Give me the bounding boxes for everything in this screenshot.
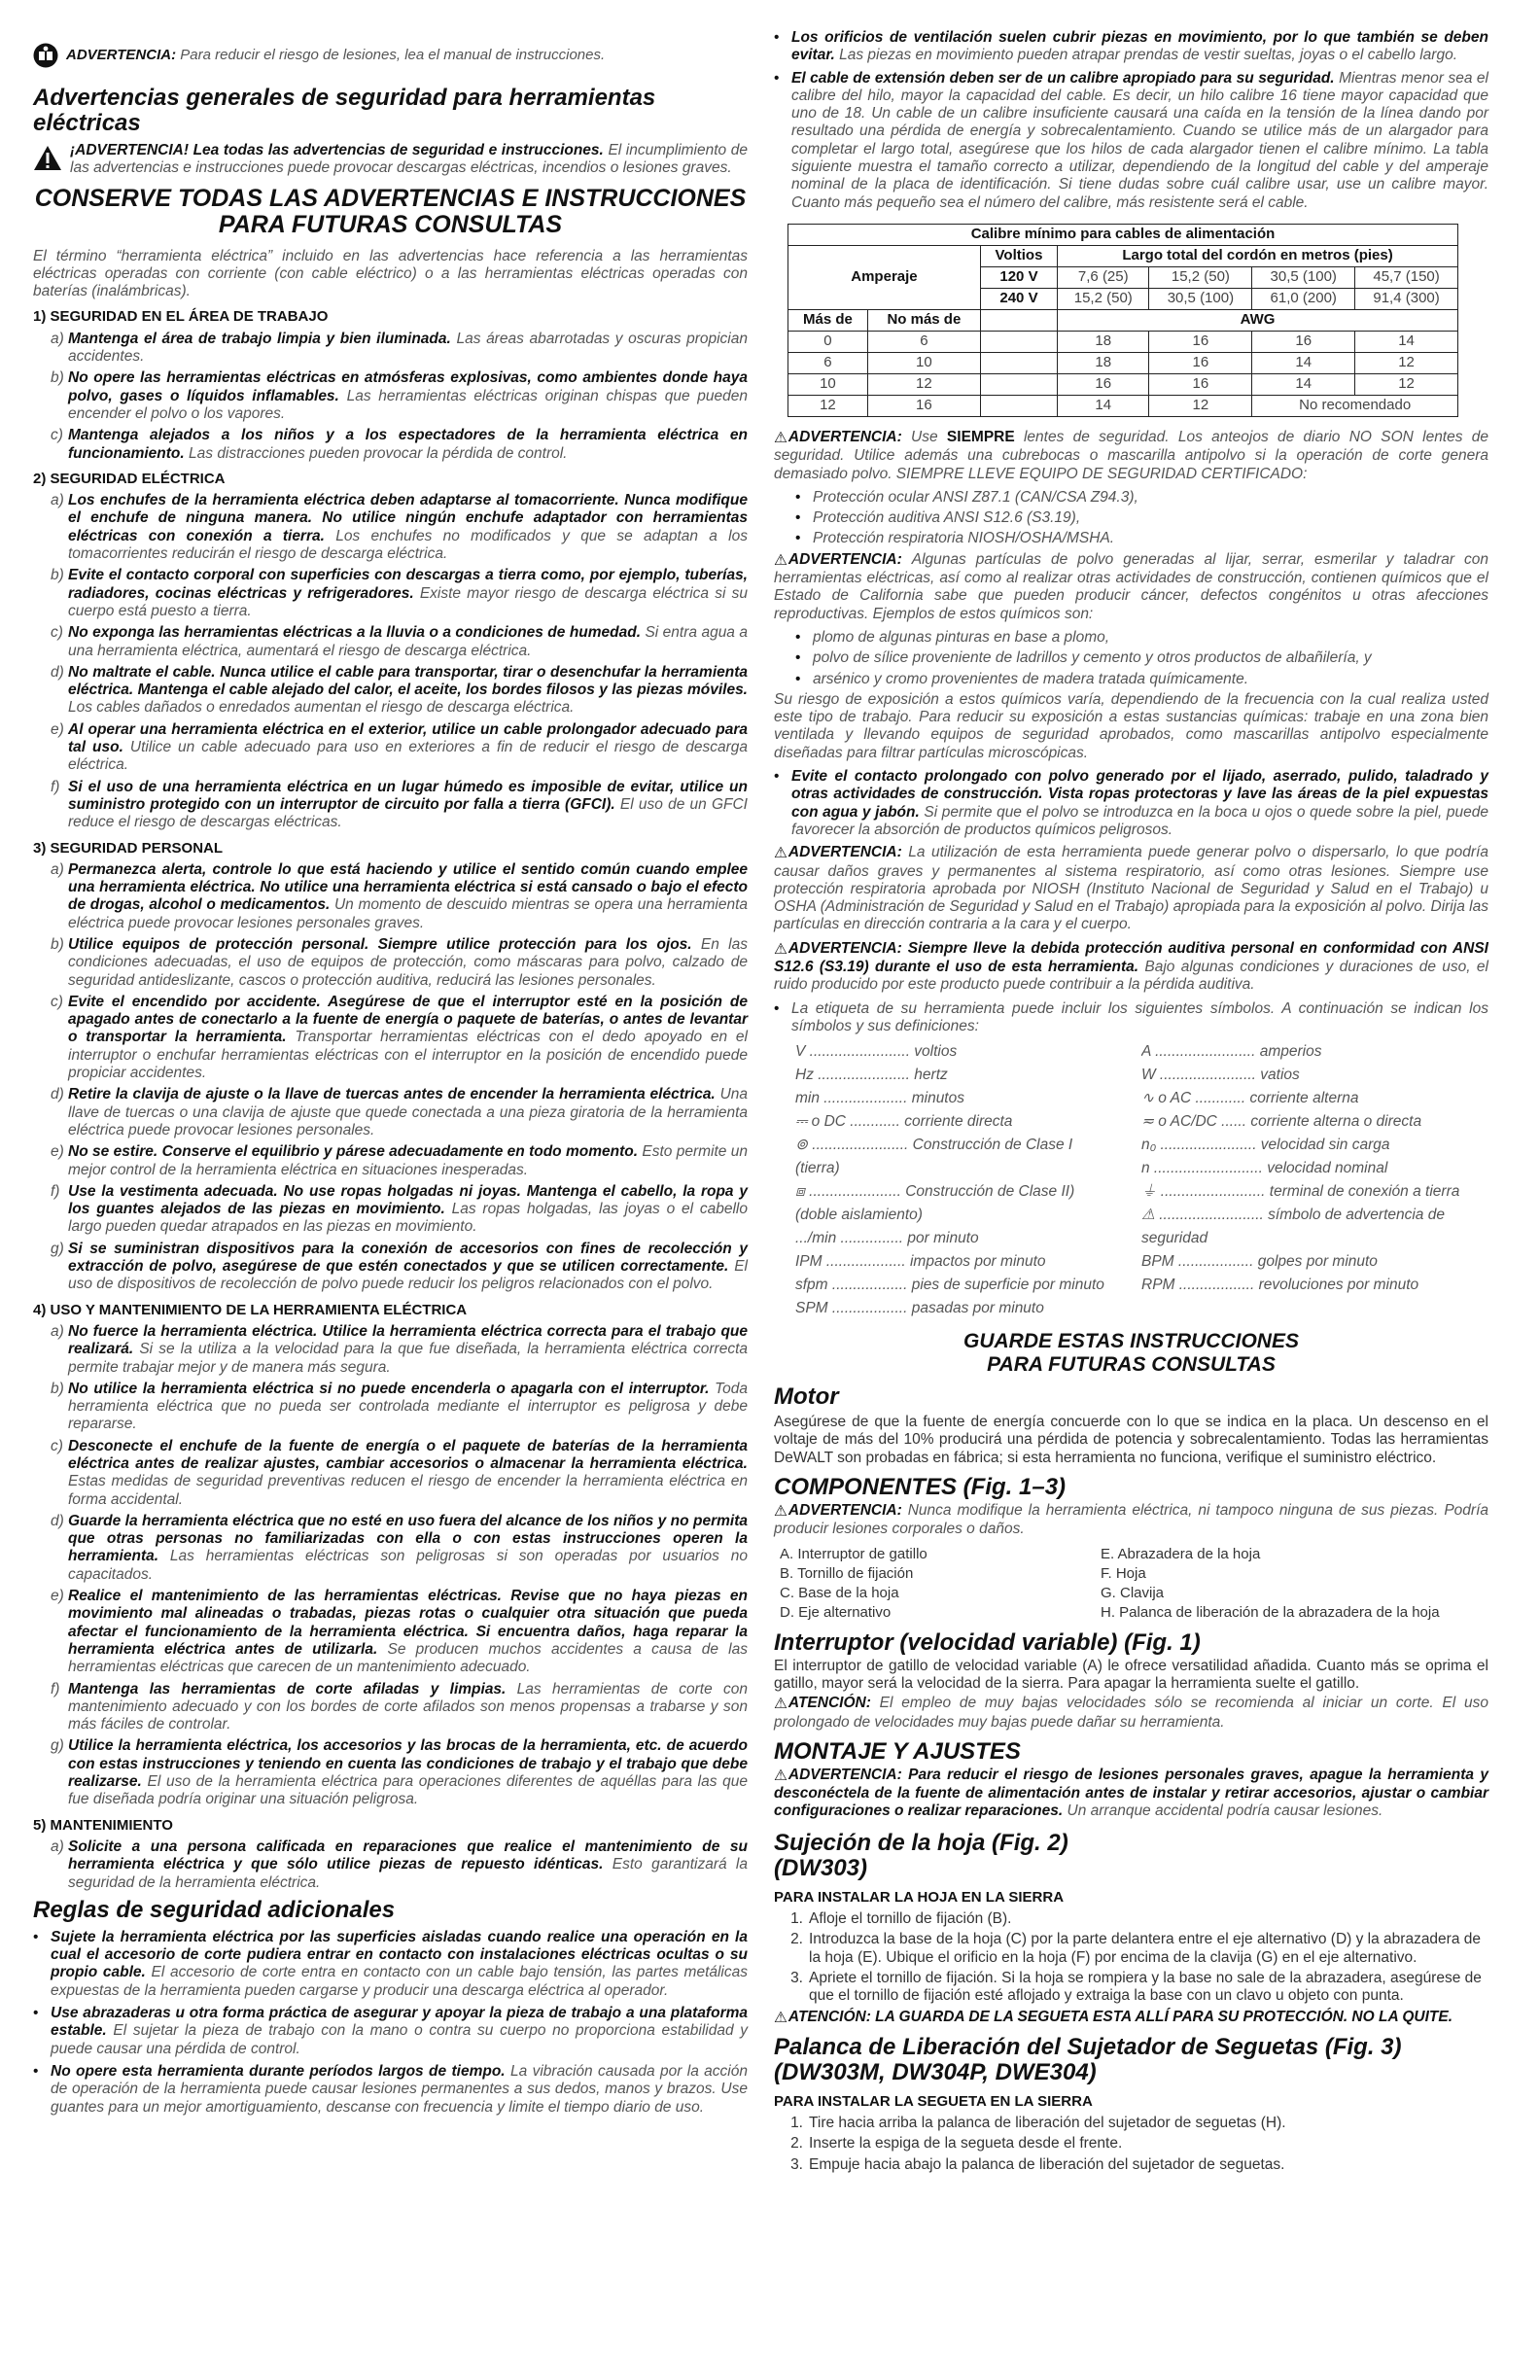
list-item bbox=[33, 1241, 748, 1294]
release-lever-title: Palanca de Liberación del Sujetador de Seguetas (Fig. 3) (DW303M, DW304P, DWE304) bbox=[774, 2033, 1402, 2085]
item-letter: e) bbox=[51, 1588, 64, 1605]
symbol-entry: n .......................... velocidad nominal bbox=[1141, 1160, 1388, 1177]
volts-header: Voltios bbox=[980, 245, 1057, 266]
list-item bbox=[33, 994, 748, 1082]
item-bold: Utilice equipos de protección personal. Siempre utilice protección para los ojos. bbox=[68, 935, 692, 953]
item-bold: No opere las herramientas eléctricas en atmósferas explosivas, como ambientes donde haya polvo, gases o líquidos inflamables. bbox=[68, 369, 748, 404]
component-item: D. Eje alternativo bbox=[780, 1603, 892, 1621]
length-header: Largo total del cordón en metros (pies) bbox=[1058, 245, 1458, 266]
exposure-paragraph: Su riesgo de exposición a estos químicos varía, dependiendo de la frecuencia con la cual realiza usted este tipo de trabajo. Para reducir su exposición a estas sustancias químicas: trabaje en una zona bien ventilada y llevando equipos de seguridad aprobados, como mascarillas antipolvo especialmente diseñadas para filtrar partículas microscópicas. bbox=[774, 690, 1488, 761]
list-item bbox=[33, 779, 748, 832]
left-column bbox=[33, 43, 748, 2121]
item-text: El uso de dispositivos de recolección de polvo puede reducir los peligros relacionados con el polvo. bbox=[68, 1258, 748, 1293]
blade-clamp-subhead: PARA INSTALAR LA HOJA EN LA SIERRA bbox=[774, 1888, 1065, 1906]
list-item bbox=[33, 1381, 748, 1434]
item-bold: Realice el mantenimiento de las herramientas eléctricas. Revise que no haya piezas en movimiento mal alineadas o trabadas, piezas rotas o cualquier otra situación que pueda afectar el funcionamiento de la herramienta eléctrica. Si encuentra daños, haga reparar la herramienta eléctrica antes de utilizarla. bbox=[68, 1588, 748, 1658]
item-letter: g) bbox=[51, 1737, 64, 1755]
assembly-title: MONTAJE Y AJUSTES bbox=[774, 1737, 1021, 1765]
section-heading: 5) MANTENIMIENTO bbox=[33, 1816, 173, 1834]
item-text: Las ropas holgadas, las joyas o el cabello largo pueden quedar atrapados en las piezas en movimiento. bbox=[68, 1201, 748, 1236]
conserve-title: CONSERVE TODAS LAS ADVERTENCIAS E INSTRUCCIONES PARA FUTURAS CONSULTAS bbox=[34, 184, 747, 238]
step-item: 3. Empuje hacia abajo la palanca de liberación del sujetador de seguetas. bbox=[790, 2155, 1285, 2173]
term-paragraph: El término “herramienta eléctrica” incluido en las advertencias hace referencia a las herramientas eléctricas operadas con corriente (con cable eléctrico) o a las herramientas eléctricas operadas con baterías (inalámbricas). bbox=[33, 247, 748, 300]
switch-text: El interruptor de gatillo de velocidad variable (A) le ofrece versatilidad añadida. Cuanto más se oprima el gatillo, mayor será la velocidad de la sierra. Para apagar la herramienta suelte el gatillo. bbox=[774, 1657, 1488, 1692]
item-bold: Utilice la herramienta eléctrica, los accesorios y las brocas de la herramienta, etc. de acuerdo con estas instrucciones y teniendo en cuenta las condiciones de trabajo y el trabajo que debe realizarse. bbox=[68, 1737, 748, 1791]
list-item bbox=[33, 861, 748, 932]
component-item: H. Palanca de liberación de la abrazadera de la hoja bbox=[1101, 1603, 1440, 1621]
symbol-entry: SPM .................. pasadas por minuto bbox=[795, 1300, 1044, 1317]
item-bold: No fuerce la herramienta eléctrica. Utilice la herramienta eléctrica correcta para el trabajo que realizará. bbox=[68, 1322, 748, 1358]
list-item: • plomo de algunas pinturas en base a plomo, bbox=[795, 628, 1110, 646]
general-title: Advertencias generales de seguridad para herramientas eléctricas bbox=[33, 85, 656, 136]
eye-warning: ⚠ADVERTENCIA: Use SIEMPRE lentes de seguridad. Los anteojos de diario NO SON lentes de seguridad. Utilice además una cubrebocas o mascarilla antipolvo si la operación de corte genera demasiado polvo. SIEMPRE LLEVE EQUIPO DE SEGURIDAD CERTIFICADO: bbox=[774, 428, 1489, 482]
release-lever-subhead: PARA INSTALAR LA SEGUETA EN LA SIERRA bbox=[774, 2092, 1093, 2110]
assembly-warning: ⚠ADVERTENCIA: Para reducir el riesgo de lesiones personales graves, apague la herramienta y desconéctela de la fuente de alimentación antes de instalar y retirar accesorios, ajustar o cambiar configuraciones o realizar reparaciones. Un arranque accidental podría causar lesiones. bbox=[774, 1766, 1488, 1820]
component-item: G. Clavija bbox=[1101, 1584, 1165, 1601]
item-text: Las herramientas eléctricas originan chispas que pueden encender el polvo o los vapores. bbox=[68, 387, 748, 422]
item-text: El uso de un GFCI reduce el riesgo de descargas eléctricas. bbox=[68, 795, 748, 831]
component-item: C. Base de la hoja bbox=[780, 1584, 899, 1601]
list-item: • Protección respiratoria NIOSH/OSHA/MSHA. bbox=[795, 530, 1115, 547]
blade-clamp-steps bbox=[774, 1910, 1488, 2005]
warning-label: ADVERTENCIA: bbox=[66, 46, 177, 63]
safety-sections bbox=[33, 308, 748, 1891]
item-letter: d) bbox=[51, 1512, 64, 1529]
symbol-entry: ⧈ ...................... Construcción de Clase II) bbox=[795, 1183, 1075, 1201]
symbol-entry: n₀ ....................... velocidad sin carga bbox=[1141, 1137, 1390, 1154]
item-text: Si se la utiliza a la velocidad para la que fue diseñada, la herramienta eléctrica correcta permite trabajar mejor y de manera más segura. bbox=[68, 1341, 749, 1376]
list-item bbox=[33, 664, 748, 718]
step-item: 3. Apriete el tornillo de fijación. Si la hoja se rompiera y la base no sale de la abrazadera, asegúrese de que el tornillo de fijación esté aflojado y extraiga la base con un clavo u objeto con punta. bbox=[790, 1969, 1482, 2005]
protection-list bbox=[774, 489, 1488, 548]
symbol-entry: Hz ...................... hertz bbox=[795, 1067, 948, 1084]
item-letter: c) bbox=[51, 1437, 63, 1454]
list-item bbox=[33, 1737, 748, 1808]
item-letter: c) bbox=[51, 993, 63, 1010]
item-letter: e) bbox=[51, 1143, 64, 1161]
table-title: Calibre mínimo para cables de alimentación bbox=[788, 224, 1458, 245]
component-item: B. Tornillo de fijación bbox=[780, 1564, 914, 1582]
symbol-entry: min .................... minutos bbox=[795, 1090, 964, 1107]
list-item bbox=[33, 1183, 748, 1237]
item-letter: e) bbox=[51, 720, 64, 738]
item-text: Toda herramienta eléctrica que no pueda ser controlada mediante el interruptor es peligrosa y debe repararse. bbox=[68, 1380, 748, 1433]
list-item bbox=[33, 1588, 748, 1676]
item-text: En las condiciones adecuadas, el uso de equipos de protección, como máscaras para polvo, calzado de seguridad antideslizante, cascos o protección auditiva, reducirá las lesiones personales. bbox=[68, 935, 748, 989]
item-text: Las herramientas de corte con mantenimiento adecuado y con los bordes de corte afilados son menos propensas a trabarse y son más fáciles de controlar. bbox=[68, 1680, 748, 1733]
list-item: • Protección ocular ANSI Z87.1 (CAN/CSA Z94.3), bbox=[795, 488, 1138, 506]
item-bold: Guarde la herramienta eléctrica que no esté en uso fuera del alcance de los niños y no permita que otras personas no familiarizadas con ella o con estas instrucciones operen la herramienta. bbox=[68, 1512, 748, 1565]
components-warning: ⚠ADVERTENCIA: Nunca modifique la herramienta eléctrica, ni tampoco ninguna de sus piezas. Podría producir lesiones corporales o daños. bbox=[774, 1502, 1488, 1538]
item-bold: No se estire. Conserve el equilibrio y párese adecuadamente en todo momento. bbox=[68, 1143, 639, 1161]
read-manual-warning bbox=[33, 43, 748, 68]
respiratory-warning: ⚠ADVERTENCIA: La utilización de esta herramienta puede generar polvo o dispersarlo, lo que podría causar daños graves y permanentes al sistema respiratorio, así como otras lesiones. Siempre use protección respiratoria aprobada por NIOSH (Instituto Nacional de Seguridad y Salud en el Trabajo) u OSHA (Administración de Seguridad y Salud en el Trabajo) apropiada para la exposición al polvo. Dirija las partículas en dirección contraria a la cara y el cuerpo. bbox=[774, 844, 1488, 933]
item-bold: Si se suministran dispositivos para la conexión de accesorios con fines de recolección y extracción de polvo, asegúrese de que estén conectados y que se utilicen correctamente. bbox=[68, 1240, 748, 1276]
symbol-entry bbox=[1141, 1297, 1462, 1320]
item-text: Los enchufes no modificados y que se adaptan a los tomacorrientes reducirán el riesgo de descarga eléctrica. bbox=[68, 527, 748, 563]
hearing-warning: ⚠ADVERTENCIA: Siempre lleve la debida protección auditiva personal en conformidad con ANSI S12.6 (S3.19) durante el uso de esta herramienta. Bajo algunas condiciones y duraciones de uso, el ruido producido por este producto puede contribuir a la pérdida auditiva. bbox=[774, 939, 1488, 994]
blade-clamp-title: Sujeción de la hoja (Fig. 2) (DW303) bbox=[774, 1829, 1068, 1881]
component-item: A. Interruptor de gatillo bbox=[780, 1545, 928, 1562]
item-bold: Los enchufes de la herramienta eléctrica deben adaptarse al tomacorriente. Nunca modifique el enchufe de ninguna manera. No utilice ningún enchufe adaptador con herramientas eléctricas con conexión a tierra. bbox=[68, 492, 748, 544]
item-letter: b) bbox=[51, 369, 64, 387]
table-row: 12 16 14 12 No recomendado bbox=[788, 395, 1458, 416]
symbol-entry: ∿ o AC ............ corriente alterna bbox=[1141, 1090, 1359, 1107]
item-bold: Evite el encendido por accidente. Asegúrese de que el interruptor esté en la posición de apagado antes de conectarlo a la fuente de energía o paquete de baterías, o antes de levantar o transportar la herramienta. bbox=[68, 993, 748, 1046]
symbol-entry: ≂ o AC/DC ...... corriente alterna o directa bbox=[1141, 1113, 1422, 1131]
list-item bbox=[33, 1438, 748, 1509]
list-item: • Use abrazaderas u otra forma práctica de asegurar y apoyar la pieza de trabajo a una plataforma estable. El sujetar la pieza de trabajo con la mano o contra su cuerpo no proporciona estabilidad y puede causar una pérdida de control. bbox=[33, 2005, 748, 2057]
symbols-intro: • La etiqueta de su herramienta puede incluir los siguientes símbolos. A continuación se indican los símbolos y sus definiciones: bbox=[774, 999, 1488, 1034]
list-item bbox=[33, 1838, 748, 1892]
item-letter: a) bbox=[51, 1838, 64, 1855]
symbol-entry: V ........................ voltios bbox=[795, 1043, 958, 1061]
section-heading: 1) SEGURIDAD EN EL ÁREA DE TRABAJO bbox=[33, 308, 329, 326]
item-letter: b) bbox=[51, 935, 64, 953]
item-letter: a) bbox=[51, 1322, 64, 1340]
symbol-entry: ⎓ o DC ............ corriente directa bbox=[795, 1113, 1013, 1131]
components-title: COMPONENTES (Fig. 1–3) bbox=[774, 1474, 1067, 1501]
item-text: Se producen muchos accidentes a causa de las herramientas eléctricas que carecen de un mantenimiento adecuado. bbox=[68, 1640, 748, 1676]
right-column bbox=[774, 29, 1488, 2177]
step-item: 1. Tire hacia arriba la palanca de liberación del sujetador de seguetas (H). bbox=[790, 2115, 1286, 2132]
list-item bbox=[33, 369, 748, 423]
item-text: Una llave de tuercas o una clavija de ajuste que quede conectada a una pieza giratoria de la herramienta eléctrica puede provocar lesiones personales. bbox=[68, 1086, 748, 1138]
item-letter: d) bbox=[51, 663, 64, 681]
item-bold: Desconecte el enchufe de la fuente de energía o el paquete de baterías de la herramienta eléctrica antes de realizar ajustes, cambiar accesorios o almacenar la herramienta eléctrica. bbox=[68, 1437, 748, 1472]
switch-caution: ⚠ATENCIÓN: El empleo de muy bajas velocidades sólo se recomienda al iniciar un corte. El uso prolongado de velocidades muy bajas puede dañar su herramienta. bbox=[774, 1695, 1488, 1731]
list-item bbox=[33, 331, 748, 367]
read-manual-icon bbox=[33, 43, 58, 68]
list-item bbox=[33, 1086, 748, 1139]
list-item bbox=[33, 567, 748, 620]
amperage-header: Amperaje bbox=[788, 245, 981, 309]
list-item: • Los orificios de ventilación suelen cubrir piezas en movimiento, por lo que también se deben evitar. Las piezas en movimiento pueden atrapar prendas de vestir sueltas, joyas o el cabello largo. bbox=[774, 29, 1488, 64]
symbol-entry: (tierra) bbox=[795, 1160, 840, 1177]
list-item bbox=[33, 624, 748, 660]
symbol-entry: A ........................ amperios bbox=[1141, 1043, 1322, 1061]
cord-gauge-table: Calibre mínimo para cables de alimentación Amperaje Voltios Largo total del cordón en metros (pies) 120 V 7,6 (25) 15,2 (50) 30,5 (100) 45,7 (150) 240 V 15,2 (50) 30,5 (100) 61,0 (200) 91,4 (300) Más de No más de AWG 0 6 18 16 16 14 6 10 18 16 14 12 10 12 16 16 14 12 12 16 14 12 No recomendado bbox=[788, 224, 1458, 417]
motor-text: Asegúrese de que la fuente de energía concuerde con lo que se indica en la placa. Un descenso en el voltaje de más del 10% producirá una pérdida de potencia y sobrecalentamiento. Todas las herramientas DeWALT son probadas en fábrica; si esta herramienta no funciona, verifique el suministro eléctrico. bbox=[774, 1414, 1488, 1466]
item-bold: Retire la clavija de ajuste o la llave de tuercas antes de encender la herramienta eléctrica. bbox=[68, 1086, 716, 1103]
list-item: • Protección auditiva ANSI S12.6 (S3.19), bbox=[795, 509, 1081, 527]
item-text: Las herramientas eléctricas son peligrosas si son operadas por usuarios no capacitados. bbox=[68, 1548, 748, 1583]
warning-text: Para reducir el riesgo de lesiones, lea el manual de instrucciones. bbox=[180, 46, 606, 63]
step-item: 2. Introduzca la base de la hoja (C) por la parte delantera entre el eje alternativo (D) y la abrazadera de la hoja (E). Ubique el orificio en la hoja (F) por encima de la clavija (G) en el eje alternativo. bbox=[790, 1931, 1482, 1966]
list-item bbox=[33, 1513, 748, 1584]
symbol-entry: ⚠ ......................... símbolo de advertencia de bbox=[1141, 1207, 1445, 1224]
step-item: 2. Inserte la espiga de la segueta desde el frente. bbox=[790, 2135, 1123, 2152]
additional-title: Reglas de seguridad adicionales bbox=[33, 1896, 396, 1923]
dust-warning: ⚠ADVERTENCIA: Algunas partículas de polvo generadas al lijar, serrar, esmerilar y taladrar con herramientas eléctricas, así como al realizar otras actividades de construcción, contienen químicos que el Estado de California sabe que pueden producir cáncer, defectos congénitos u otras afecciones reproductivas. Ejemplos de estos químicos son: bbox=[774, 550, 1488, 622]
list-item bbox=[33, 721, 748, 775]
item-bold: Permanezca alerta, controle lo que está haciendo y utilice el sentido común cuando emplee una herramienta eléctrica. No utilice una herramienta eléctrica si está cansado o bajo el efecto de drogas, alcohol o medicamentos. bbox=[68, 860, 748, 914]
item-bold: Mantenga el área de trabajo limpia y bien iluminada. bbox=[68, 330, 451, 347]
item-bold: Use la vestimenta adecuada. No use ropas holgadas ni joyas. Mantenga el cabello, la ropa y los guantes alejados de las piezas en movimiento. bbox=[68, 1182, 748, 1218]
symbol-entry: .../min ............... por minuto bbox=[795, 1230, 979, 1247]
list-item: • No opere esta herramienta durante períodos largos de tiempo. La vibración causada por la acción de operación de la herramienta puede causar lesiones permanentes a sus dedos, manos y brazos. Use guantes para un mejor amortiguamiento, descanse con frecuencia y limite el tiempo diario de uso. bbox=[33, 2062, 748, 2116]
item-letter: c) bbox=[51, 427, 63, 444]
component-item: E. Abrazadera de la hoja bbox=[1101, 1545, 1261, 1562]
item-text: Las áreas abarrotadas y oscuras propician accidentes. bbox=[68, 330, 748, 366]
item-letter: a) bbox=[51, 492, 64, 509]
list-item: • Sujete la herramienta eléctrica por las superficies aisladas cuando realice una operación en la cual el accesorio de corte pudiera entrar en contacto con instalaciones eléctricas ocultas o su propio cable. El accesorio de corte entra en contacto con un cable bajo tensión, las partes metálicas expuestas de la herramienta pueden cargarse y producir una descarga eléctrica al operador. bbox=[33, 1928, 748, 1999]
item-letter: b) bbox=[51, 1380, 64, 1397]
list-item: • arsénico y cromo provenientes de madera tratada químicamente. bbox=[795, 670, 1249, 687]
item-bold: Mantenga las herramientas de corte afiladas y limpias. bbox=[68, 1680, 507, 1698]
item-text: Las distracciones pueden provocar la pérdida de control. bbox=[189, 444, 568, 462]
symbol-entry: (doble aislamiento) bbox=[795, 1207, 923, 1224]
warning-triangle-icon bbox=[33, 145, 62, 171]
symbol-entry: W ....................... vatios bbox=[1141, 1067, 1300, 1084]
item-text: Esto permite un mejor control de la herramienta eléctrica en situaciones inesperadas. bbox=[68, 1143, 748, 1178]
step-item: 1. Afloje el tornillo de fijación (B). bbox=[790, 1910, 1012, 1928]
item-bold: Evite el contacto corporal con superficies con descargas a tierra como, por ejemplo, tuberías, radiadores, cocinas eléctricas y refrigeradores. bbox=[68, 567, 748, 602]
list-item bbox=[33, 1681, 748, 1734]
list-item bbox=[33, 427, 748, 463]
item-text: Transportar herramientas eléctricas con el dedo apoyado en el interruptor o enchufar herramientas eléctricas con el interruptor en la posición de encendido puede propiciar accidentes. bbox=[68, 1029, 748, 1082]
item-bold: No maltrate el cable. Nunca utilice el cable para transportar, tirar o desenchufar la herramienta eléctrica. Mantenga el cable alejado del calor, el aceite, los bordes filosos y las piezas móviles. bbox=[68, 663, 748, 699]
item-letter: a) bbox=[51, 330, 64, 347]
section-heading: 4) USO Y MANTENIMIENTO DE LA HERRAMIENTA ELÉCTRICA bbox=[33, 1301, 468, 1318]
item-letter: f) bbox=[51, 1680, 60, 1698]
components-list bbox=[780, 1545, 1488, 1623]
symbol-entry: IPM ................... impactos por minuto bbox=[795, 1253, 1046, 1271]
symbol-entry: BPM .................. golpes por minuto bbox=[1141, 1253, 1378, 1271]
table-row: 0 6 18 16 16 14 bbox=[788, 331, 1458, 352]
item-text: Si entra agua a una herramienta eléctrica, aumentará el riesgo de descarga eléctrica. bbox=[68, 624, 748, 659]
list-item: • El cable de extensión deben ser de un calibre apropiado para su seguridad. Mientras menor sea el calibre del hilo, mayor la capacidad del cable. Es decir, un hilo calibre 16 tiene mayor capacidad que uno de 18. Un cable de un calibre insuficiente causará una caída en la tensión de la línea dando por resultado una pérdida de energía y sobrecalentamiento. Cuando se utilice más de un alargador para completar el largo total, asegúrese que los hilos de cada alargador tienen el calibre mínimo. La tabla siguiente muestra el tamaño correcto a utilizar, dependiendo de la longitud del cable y del amperaje nominal de la placa de identificación. Si tiene dudas sobre cuál calibre usar, use un calibre mayor. Cuanto más pequeño sea el número del calibre, más resistente será el cable. bbox=[774, 69, 1488, 211]
release-lever-steps bbox=[774, 2115, 1488, 2174]
keep-title: GUARDE ESTAS INSTRUCCIONES PARA FUTURAS CONSULTAS bbox=[963, 1330, 1299, 1377]
symbol-entry: RPM .................. revoluciones por minuto bbox=[1141, 1277, 1419, 1294]
item-text: Un momento de descuido mientras se opera una herramienta eléctrica puede provocar lesiones personales graves. bbox=[68, 896, 748, 931]
item-bold: No utilice la herramienta eléctrica si no puede encenderla o apagarla con el interruptor. bbox=[68, 1380, 710, 1397]
item-bold: Mantenga alejados a los niños y a los espectadores de la herramienta eléctrica en funcionamiento. bbox=[68, 427, 748, 462]
general-warning: ¡ADVERTENCIA! Lea todas las advertencias de seguridad e instrucciones. El incumplimiento de las advertencias e instrucciones puede provocar descargas eléctricas, incendios o lesiones graves. bbox=[33, 142, 748, 178]
list-item bbox=[33, 936, 748, 990]
section-heading: 2) SEGURIDAD ELÉCTRICA bbox=[33, 470, 226, 487]
chemicals-list bbox=[774, 629, 1488, 688]
symbols-table bbox=[795, 1040, 1488, 1320]
item-letter: b) bbox=[51, 567, 64, 584]
list-item: • polvo de sílice proveniente de ladrillos y cemento y otros productos de albañilería, y bbox=[795, 649, 1372, 667]
item-letter: d) bbox=[51, 1086, 64, 1103]
item-text: Los cables dañados o enredados aumentan el riesgo de descarga eléctrica. bbox=[68, 699, 575, 717]
additional-rules-right bbox=[774, 29, 1488, 212]
item-bold: No exponga las herramientas eléctricas a la lluvia o a condiciones de humedad. bbox=[68, 624, 642, 642]
list-item bbox=[33, 1143, 748, 1179]
component-item: F. Hoja bbox=[1101, 1564, 1146, 1582]
motor-title: Motor bbox=[774, 1383, 839, 1411]
item-bold: Solicite a una persona calificada en reparaciones que realice el mantenimiento de su herramienta eléctrica y que sólo utilice piezas de repuesto idénticas. bbox=[68, 1838, 748, 1873]
list-item bbox=[33, 492, 748, 563]
item-text: Esto garantizará la seguridad de la herramienta eléctrica. bbox=[68, 1856, 748, 1891]
symbol-entry: ⏚ ......................... terminal de conexión a tierra bbox=[1141, 1183, 1460, 1201]
list-item bbox=[33, 1323, 748, 1377]
symbol-entry: seguridad bbox=[1141, 1230, 1208, 1247]
symbol-entry: ⊚ ....................... Construcción de Clase I bbox=[795, 1137, 1073, 1154]
item-text: Existe mayor riesgo de descarga eléctrica si su cuerpo está puesto a tierra. bbox=[68, 584, 748, 619]
switch-title: Interruptor (velocidad variable) (Fig. 1) bbox=[774, 1628, 1201, 1656]
item-letter: f) bbox=[51, 1182, 60, 1200]
item-bold: Si el uso de una herramienta eléctrica en un lugar húmedo es imposible de evitar, utilice un suministro protegido con un interruptor de circuito por falla a tierra (GFCI). bbox=[68, 778, 748, 813]
blade-caution: ⚠ATENCIÓN: LA GUARDA DE LA SEGUETA ESTA ALLÍ PARA SU PROTECCIÓN. NO LA QUITE. bbox=[774, 2008, 1453, 2026]
table-row: 10 12 16 16 14 12 bbox=[788, 373, 1458, 395]
item-bold: Al operar una herramienta eléctrica en el exterior, utilice un cable prolongador adecuado para tal uso. bbox=[68, 720, 748, 756]
item-letter: g) bbox=[51, 1240, 64, 1257]
item-letter: f) bbox=[51, 778, 60, 795]
additional-rules-left bbox=[33, 1929, 748, 2117]
section-heading: 3) SEGURIDAD PERSONAL bbox=[33, 839, 224, 857]
item-letter: c) bbox=[51, 624, 63, 642]
avoid-contact-item: • Evite el contacto prolongado con polvo generado por el lijado, aserrado, pulido, taladrado y otras actividades de construcción. Vista ropas protectoras y lave las áreas de la piel expuestas con agua y jabón. Si permite que el polvo se introduzca en la boca u ojos o quede sobre la piel, puede favorecer la absorción de productos químicos peligrosos. bbox=[774, 768, 1488, 838]
table-row: 6 10 18 16 14 12 bbox=[788, 352, 1458, 373]
symbol-entry: sfpm .................. pies de superficie por minuto bbox=[795, 1277, 1104, 1294]
item-text: Estas medidas de seguridad preventivas reducen el riesgo de encender la herramienta eléctrica en forma accidental. bbox=[68, 1473, 748, 1508]
item-text: Utilice un cable adecuado para uso en exteriores a fin de reducir el riesgo de descarga eléctrica. bbox=[68, 739, 749, 774]
item-letter: a) bbox=[51, 860, 64, 878]
item-text: El uso de la herramienta eléctrica para operaciones diferentes de aquéllas para las que fue diseñada podría originar una situación peligrosa. bbox=[68, 1773, 749, 1808]
